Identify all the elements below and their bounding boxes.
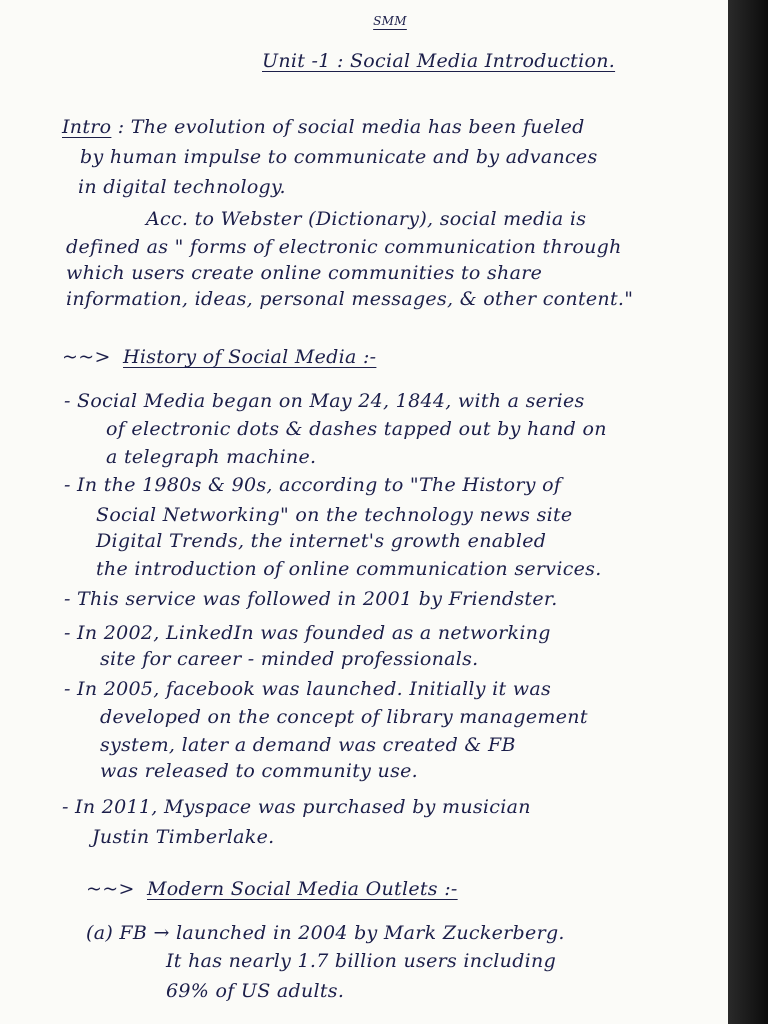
- page-edge-shadow: [728, 0, 768, 1024]
- history-line-1: - Social Media began on May 24, 1844, with a series: [64, 390, 585, 412]
- history-line-11: - In 2005, facebook was launched. Initially it was: [64, 678, 552, 700]
- squiggle-arrow-icon: ~~>: [86, 878, 135, 900]
- outlets-heading: Modern Social Media Outlets :-: [147, 878, 458, 900]
- history-line-14: was released to community use.: [100, 760, 419, 782]
- history-heading-row: [62, 346, 376, 368]
- outlets-line-2: It has nearly 1.7 billion users including: [166, 950, 557, 972]
- intro-line-1: [62, 116, 585, 138]
- intro-line-2: by human impulse to communicate and by advances: [80, 146, 598, 168]
- history-line-7: the introduction of online communication services.: [96, 558, 602, 580]
- history-line-9: - In 2002, LinkedIn was founded as a networking: [64, 622, 551, 644]
- intro-line-5: defined as " forms of electronic communication through: [66, 236, 622, 258]
- outlets-line-1: (a) FB → launched in 2004 by Mark Zuckerberg.: [86, 922, 565, 944]
- history-line-15: - In 2011, Myspace was purchased by musician: [62, 796, 531, 818]
- intro-line-7: information, ideas, personal messages, & other content.": [66, 288, 634, 310]
- page-title: SMM: [373, 14, 407, 28]
- outlets-line-3: 69% of US adults.: [166, 980, 345, 1002]
- intro-line-6: which users create online communities to share: [66, 262, 543, 284]
- history-line-13: system, later a demand was created & FB: [100, 734, 516, 756]
- history-line-8: - This service was followed in 2001 by Friendster.: [64, 588, 558, 610]
- squiggle-arrow-icon: ~~>: [62, 346, 111, 368]
- history-line-3: a telegraph machine.: [106, 446, 317, 468]
- history-line-10: site for career - minded professionals.: [100, 648, 479, 670]
- history-heading: History of Social Media :-: [123, 346, 377, 368]
- intro-line-3: in digital technology.: [78, 176, 286, 198]
- intro-label: Intro: [62, 116, 112, 138]
- history-line-6: Digital Trends, the internet's growth enabled: [96, 530, 547, 552]
- outlets-heading-row: [86, 878, 458, 900]
- history-line-12: developed on the concept of library management: [100, 706, 588, 728]
- history-line-5: Social Networking" on the technology news site: [96, 504, 573, 526]
- history-line-4: - In the 1980s & 90s, according to "The History of: [64, 474, 562, 496]
- intro-text: : The evolution of social media has been fueled: [117, 116, 585, 138]
- history-line-2: of electronic dots & dashes tapped out by hand on: [106, 418, 607, 440]
- intro-line-4: Acc. to Webster (Dictionary), social media is: [146, 208, 587, 230]
- unit-heading: Unit -1 : Social Media Introduction.: [262, 50, 616, 72]
- history-line-16: Justin Timberlake.: [92, 826, 275, 848]
